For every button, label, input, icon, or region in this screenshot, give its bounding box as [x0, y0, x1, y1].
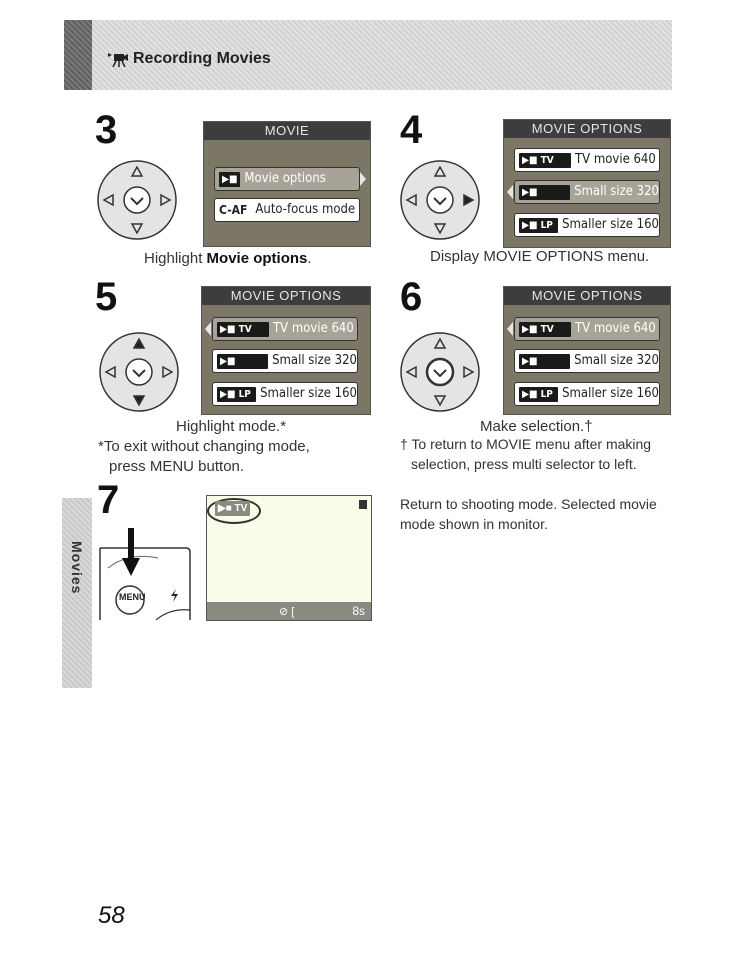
option-tv-movie-640[interactable] — [514, 148, 660, 172]
option-label: Small size 320 — [574, 353, 659, 368]
option-label: Small size 320 — [574, 184, 659, 199]
movie-icon: ▶■ — [219, 172, 240, 187]
monitor-status-bar — [207, 602, 371, 620]
page-number: 58 — [98, 902, 125, 929]
multi-selector-icon — [398, 330, 482, 414]
movie-tv-icon: ▶■ TV — [217, 322, 269, 337]
movie-icon: ▶■ — [519, 354, 570, 369]
lcd-title: MOVIE — [204, 122, 370, 140]
lcd-movie-options — [503, 286, 671, 415]
option-label: Smaller size 160 — [562, 217, 659, 232]
option-label: TV movie 640 — [575, 152, 656, 167]
lcd-title: MOVIE OPTIONS — [504, 287, 670, 305]
step-7-text: Return to shooting mode. Selected movie mode shown in monitor. — [400, 496, 657, 532]
menu-item-movie-options[interactable] — [214, 167, 360, 191]
movie-lp-icon: ▶■ LP — [217, 387, 256, 402]
step-number-6: 6 — [400, 275, 423, 319]
side-tab-label: Movies — [69, 541, 85, 595]
step-6-note: † To return to MOVIE menu after making selection, press multi selector to left. — [400, 436, 652, 472]
lcd-movie-options — [503, 119, 671, 248]
option-label: TV movie 640 — [575, 321, 656, 336]
option-smaller-size-160[interactable] — [212, 382, 358, 406]
chevron-left-icon — [507, 185, 513, 199]
step-number-3: 3 — [95, 108, 118, 152]
option-tv-movie-640[interactable] — [514, 317, 660, 341]
option-small-size-320[interactable] — [212, 349, 358, 373]
lcd-movie-menu — [203, 121, 371, 247]
lcd-movie-options — [201, 286, 371, 415]
option-label: Smaller size 160 — [260, 386, 357, 401]
step-4-caption: Display MOVIE OPTIONS menu. — [430, 248, 650, 265]
option-tv-movie-640[interactable] — [212, 317, 358, 341]
option-smaller-size-160[interactable] — [514, 382, 660, 406]
chevron-left-icon — [507, 322, 513, 336]
caf-label: C-AF — [219, 203, 248, 217]
remaining-time: 8s — [352, 604, 365, 618]
chevron-right-icon — [360, 172, 366, 186]
lcd-title: MOVIE OPTIONS — [202, 287, 370, 305]
page-title-text: Recording Movies — [133, 50, 271, 67]
movie-lp-icon: ▶■ LP — [519, 218, 558, 233]
option-smaller-size-160[interactable] — [514, 213, 660, 237]
option-label: Small size 320 — [272, 353, 357, 368]
menu-item-label: Movie options — [244, 171, 326, 186]
option-label: TV movie 640 — [273, 321, 354, 336]
lcd-title: MOVIE OPTIONS — [504, 120, 670, 138]
step-5-note: *To exit without changing mode, press MENU button. — [98, 438, 310, 475]
menu-button[interactable]: MENU — [119, 592, 146, 602]
menu-item-label: Auto-focus mode — [255, 202, 356, 217]
step-number-7: 7 — [97, 478, 120, 522]
movie-tv-icon: ▶■ TV — [519, 322, 571, 337]
chevron-left-icon — [205, 322, 211, 336]
step-number-4: 4 — [400, 108, 423, 152]
movie-icon: ▶■ — [519, 185, 570, 200]
step-5-caption: Highlight mode.* — [176, 418, 287, 435]
page-title — [106, 50, 271, 68]
menu-item-auto-focus[interactable] — [214, 198, 360, 222]
movie-tv-icon: ▶■ TV — [519, 153, 571, 168]
multi-selector-icon — [97, 330, 181, 414]
flash-off-icon: ⊘ [ — [279, 606, 295, 618]
arrow-down-icon — [122, 528, 140, 578]
multi-selector-icon — [95, 158, 179, 242]
multi-selector-icon — [398, 158, 482, 242]
option-small-size-320[interactable] — [514, 180, 660, 204]
step-6-caption: Make selection.† — [480, 418, 593, 435]
movie-lp-icon: ▶■ LP — [519, 387, 558, 402]
movie-icon: ▶■ — [217, 354, 268, 369]
camera-back-illustration — [98, 528, 192, 620]
movie-camera-icon — [106, 51, 128, 67]
header-accent — [64, 20, 92, 90]
memory-card-icon — [359, 500, 367, 509]
option-small-size-320[interactable] — [514, 349, 660, 373]
monitor-display — [206, 495, 372, 621]
option-label: Smaller size 160 — [562, 386, 659, 401]
movie-tv-icon: ▶■ TV — [215, 501, 250, 516]
step-number-5: 5 — [95, 275, 118, 319]
step-3-caption: Highlight Movie options. — [144, 250, 312, 267]
